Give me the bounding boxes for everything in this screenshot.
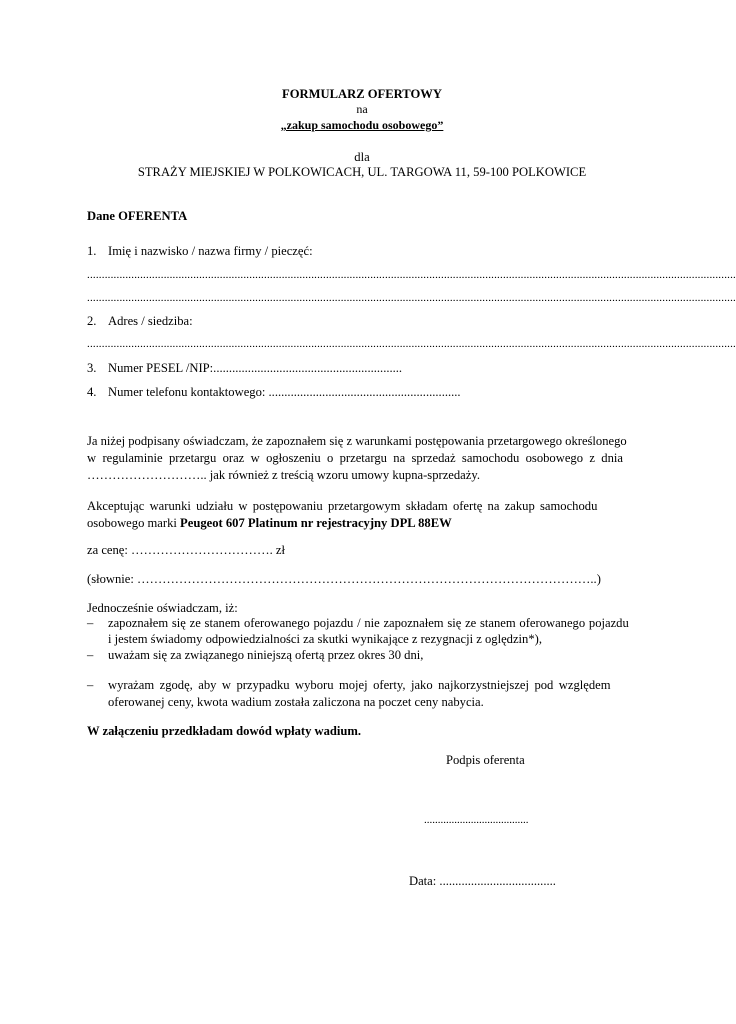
acceptance-line-2 <box>87 515 452 531</box>
date-field[interactable]: Data: ..................................... <box>409 874 556 888</box>
form-dla: dla <box>354 150 370 164</box>
bullet-3-line-2: oferowanej ceny, kwota wadium została zaliczona na poczet ceny nabycia. <box>108 695 484 709</box>
form-subject: „zakup samochodu osobowego” <box>280 118 444 132</box>
vehicle-description: Peugeot 607 Platinum nr rejestracyjny DPL 88EW <box>180 516 452 530</box>
bullet-2-text: uważam się za związanego niniejszą ofertą przez okres 30 dni, <box>108 648 424 662</box>
declaration-line-1: Ja niżej podpisany oświadczam, że zapoznałem się z warunkami postępowania przetargowego określonego <box>87 434 627 448</box>
field-number: 2. <box>87 314 97 328</box>
offeror-heading: Dane OFERENTA <box>87 209 188 223</box>
field-phone-label: Numer telefonu kontaktowego: ............................................................. <box>108 385 461 399</box>
bullet-1-line-2: i jestem świadomy odpowiedzialności za skutki wynikające z rezygnacji z oględzin*), <box>108 632 542 646</box>
bullet-1-line-1: zapoznałem się ze stanem oferowanego pojazdu / nie zapoznałem się ze stanem oferowanego pojazdu <box>108 616 629 630</box>
field-number: 1. <box>87 244 97 258</box>
bullet-3-line-1: wyrażam zgodę, aby w przypadku wyboru mojej oferty, jako najkorzystniejszej pod względem <box>108 678 611 692</box>
price-in-words-field[interactable]: (słownie: ………………………………………………………………………………………………..) <box>87 572 601 586</box>
signature-line[interactable]: ...................................... <box>424 814 529 826</box>
field-name-line-2[interactable]: ............................................................................................................................................................................................................................ <box>87 292 736 304</box>
form-recipient: STRAŻY MIEJSKIEJ W POLKOWICACH, UL. TARGOWA 11, 59-100 POLKOWICE <box>137 165 587 179</box>
field-pesel-label: Numer PESEL /NIP:............................................................ <box>108 361 403 375</box>
field-name-label: Imię i nazwisko / nazwa firmy / pieczęć: <box>108 244 313 258</box>
form-title: FORMULARZ OFERTOWY <box>282 87 442 101</box>
declaration-line-3: ……………………….. jak również z treścią wzoru umowy kupna-sprzedaży. <box>87 468 480 482</box>
field-number: 3. <box>87 361 97 375</box>
acceptance-prefix: osobowego marki <box>87 516 181 530</box>
field-number: 4. <box>87 385 97 399</box>
field-address-label: Adres / siedziba: <box>108 314 193 328</box>
also-declare-heading: Jednocześnie oświadczam, iż: <box>87 601 238 615</box>
attachment-note: W załączeniu przedkładam dowód wpłaty wadium. <box>87 724 362 738</box>
field-address-line[interactable]: ............................................................................................................................................................................................................................ <box>87 338 736 350</box>
field-name-line-1[interactable]: ............................................................................................................................................................................................................................ <box>87 269 736 281</box>
declaration-line-2: w regulaminie przetargu oraz w ogłoszeniu o przetargu na sprzedaż samochodu osobowego z dnia <box>87 451 623 465</box>
dash-bullet: – <box>87 648 94 662</box>
dash-bullet: – <box>87 678 94 692</box>
dash-bullet: – <box>87 616 94 630</box>
form-na: na <box>356 102 368 116</box>
signature-label: Podpis oferenta <box>446 753 525 767</box>
price-field[interactable]: za cenę: ……………………………. zł <box>87 543 285 557</box>
acceptance-line-1: Akceptując warunki udziału w postępowaniu przetargowym składam ofertę na zakup samochodu <box>87 499 598 513</box>
